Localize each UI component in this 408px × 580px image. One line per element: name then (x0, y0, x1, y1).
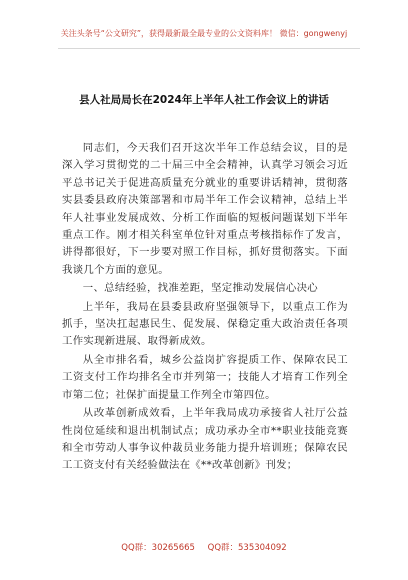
footer-qq-group-1: QQ群：30265665 (121, 543, 195, 553)
paragraph-first-half-summary: 上半年，我局在县委县政府坚强领导下，以重点工作为抓手，坚决扛起惠民生、促发展、保稳定重大政治责任各项工作实现新进展、取得新成效。 (62, 300, 348, 348)
paragraph-reform-innovation: 从改革创新成效看，上半年我局成功承接省人社厅公益性岗位延续和退出机制试点；成功承办全市**职业技能竞赛和全市劳动人事争议仲裁员业务能力提升培训班；保障农民工工资支付有关经验做法在《**改革创新》刊发； (62, 407, 348, 472)
paragraph-city-ranking: 从全市排名看，城乡公益岗扩容提质工作、保障农民工工资支付工作均排名全市并列第一；技能人才培育工作列全市第二位；社保扩面提量工作列全市第四位。 (62, 353, 348, 401)
footer-qq-groups (0, 543, 408, 554)
footer-qq-group-2: QQ群：535304092 (207, 543, 287, 553)
document-body (62, 140, 348, 475)
document-title: 县人社局局长在2024年上半年人社工作会议上的讲话 (79, 94, 329, 106)
paragraph-intro: 同志们，今天我们召开这次半年工作总结会议，目的是深入学习贯彻党的二十届三中全会精神，认真学习领会习近平总书记关于促进高质量充分就业的重要讲话精神，贯彻落实县委县政府决策部署和市局半年工作会议精神，总结上半年人社事业发展成效、分析工作面临的短板问题谋划下半年重点工作。刚才相关科室单位针对重点考核指标作了发言，讲得都很好，下一步要对照工作目标，抓好贯彻落实。下面我谈几个方面的意见。 (62, 142, 348, 276)
header-banner: 关注头条号“公文研究”，获得最新最全最专业的公文资料库！ 微信：gongwenyj (60, 29, 348, 38)
header-divider (58, 48, 360, 49)
section-heading-1: 一、总结经验，找准差距，坚定推动发展信心决心 (82, 282, 318, 295)
